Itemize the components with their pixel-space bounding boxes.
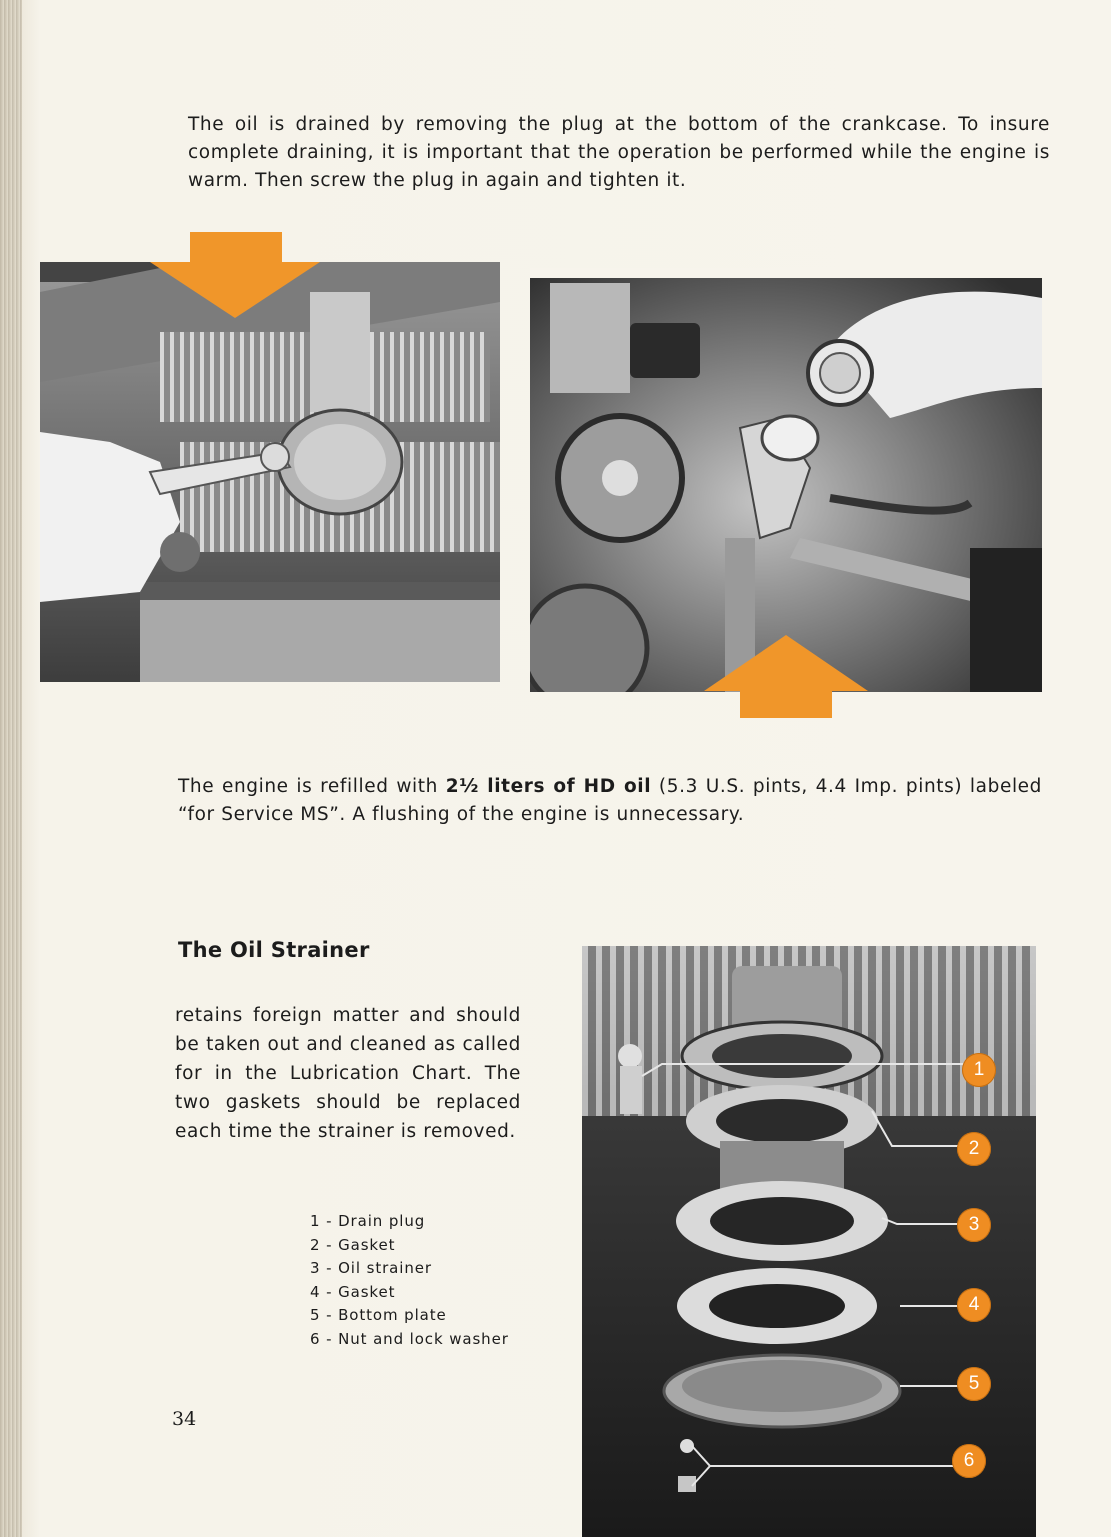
legend-item: 1 - Drain plug [310,1212,426,1230]
book-spine-edge [0,0,22,1537]
orange-arrow-up-right [704,635,868,691]
section-heading-oil-strainer: The Oil Strainer [178,938,370,962]
page-number: 34 [172,1408,197,1430]
refill-text-after: (5.3 U.S. pints, 4.4 Imp. pints) labeled “for Service MS”. A flushing of the engine is unnecessary. [178,775,1043,825]
orange-marker-bar-left [190,232,282,262]
legend-item: 5 - Bottom plate [310,1306,447,1325]
orange-marker-bar-right [740,690,832,718]
refill-paragraph [178,773,1042,829]
callout-4: 4 [957,1288,991,1322]
photo-draining-oil [40,262,500,682]
callout-3: 3 [957,1208,991,1242]
callout-6: 6 [952,1444,986,1478]
legend-item: 3 - Oil strainer [310,1259,432,1278]
parts-legend [310,1210,509,1352]
refill-text-bold: 2½ liters of HD oil [445,775,652,797]
legend-item: 6 - Nut and lock washer [310,1329,509,1348]
intro-paragraph: The oil is drained by removing the plug at the bottom of the crankcase. To insure complete draining, it is important that the operation be performed while the engine is warm. Then screw the plug in again and tighten it. [188,113,1050,191]
orange-arrow-down-left [150,262,320,318]
callout-1: 1 [962,1053,996,1087]
refill-text-before: The engine is refilled with [178,775,446,797]
callout-5: 5 [957,1367,991,1401]
photo-oil-filler [530,268,1042,692]
legend-item: 2 - Gasket [310,1235,396,1254]
callout-2: 2 [957,1132,991,1166]
strainer-paragraph: retains foreign matter and should be taken out and cleaned as called for in the Lubrication Chart. The two gaskets should be replaced each time the strainer is removed. [175,1004,521,1142]
legend-item: 4 - Gasket [310,1282,396,1301]
